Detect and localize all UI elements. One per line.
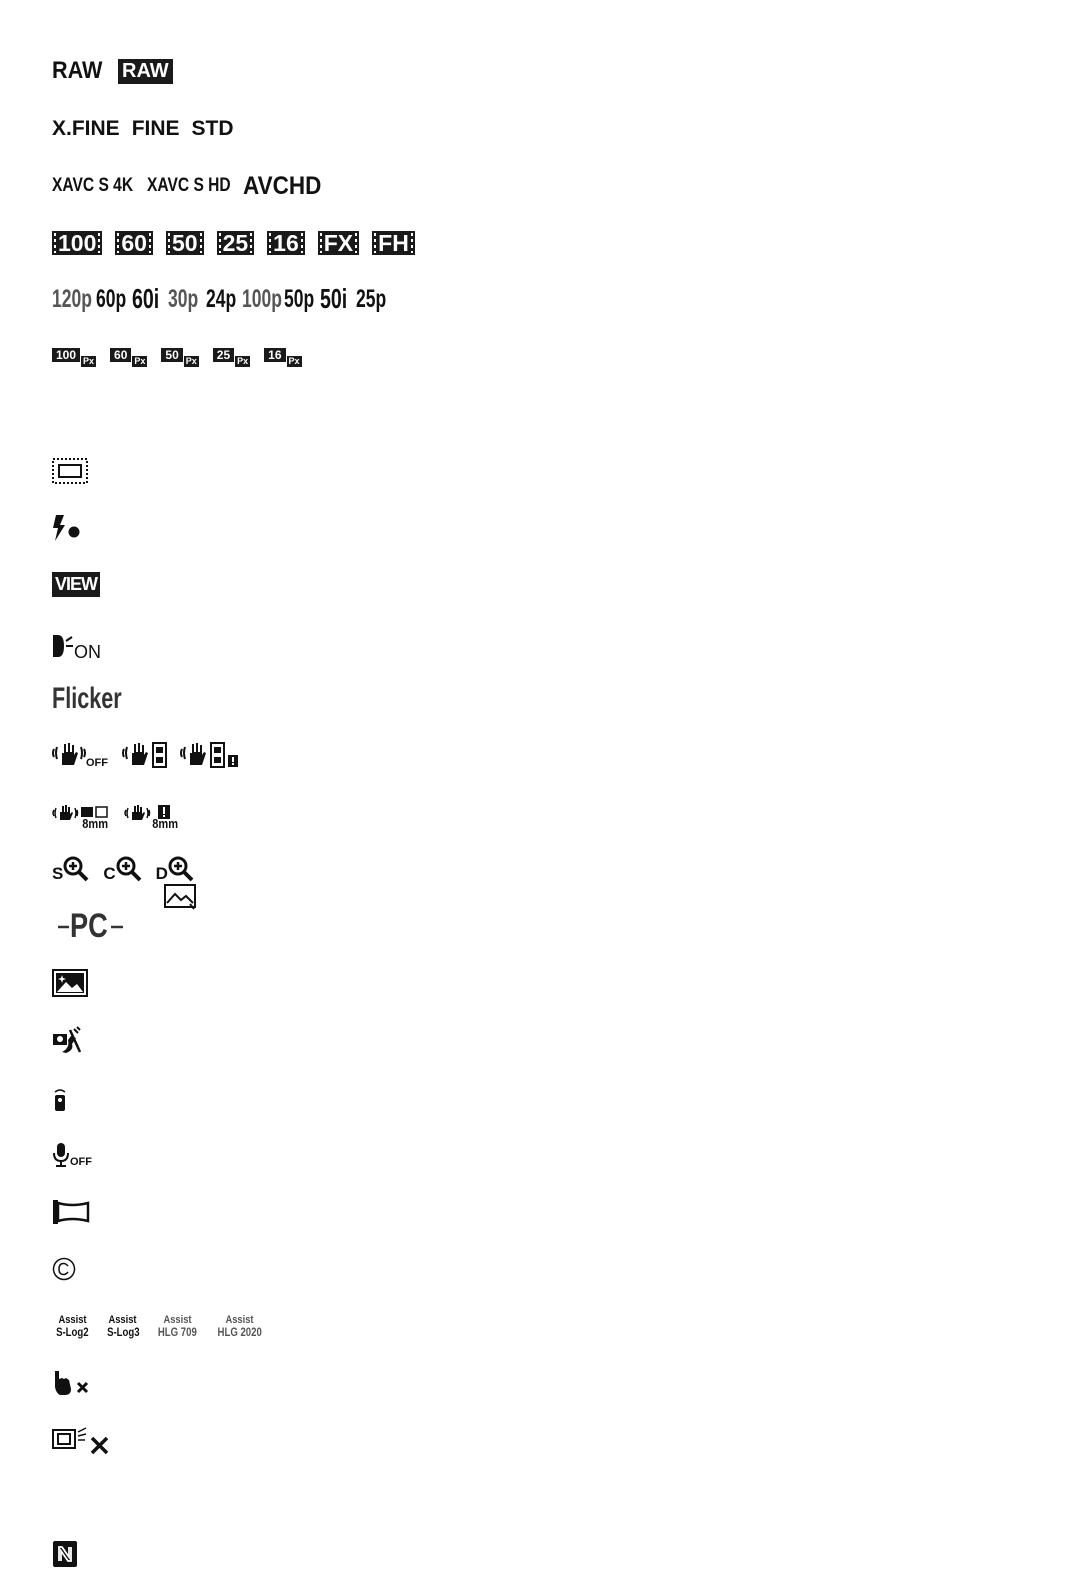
- copyright-row: [52, 1257, 76, 1281]
- remote-row: [52, 1088, 68, 1112]
- frame-rate-row: [52, 284, 392, 314]
- steadyshot-movie-icon: [122, 741, 168, 769]
- image-icon-row: [164, 884, 196, 910]
- fps-25p: 25p: [356, 284, 387, 313]
- steadyshot-off-label: OFF: [86, 757, 108, 769]
- assist-top: Assist: [108, 1314, 138, 1326]
- steadyshot-off-icon: [52, 741, 86, 769]
- steadyshot-focal-row: [52, 798, 181, 831]
- assist-bottom: S-Log3: [106, 1325, 140, 1339]
- touch-disabled-icon: [52, 1369, 92, 1397]
- proxy-50-badge: [161, 348, 198, 366]
- proxy-suffix: Px: [237, 356, 249, 366]
- xavc-s-hd-label: XAVC S HD: [146, 175, 231, 196]
- pc-row: [52, 908, 127, 944]
- flag-row: [52, 1199, 90, 1225]
- mic-off-row: [52, 1142, 92, 1168]
- proxy-25-badge: [213, 348, 250, 366]
- xfine-label: X.FINE: [52, 117, 120, 140]
- image-icon: [164, 884, 196, 910]
- zoom-s-label: S: [52, 864, 64, 883]
- zoom-in-icon: [168, 856, 194, 882]
- proxy-suffix: Px: [83, 356, 95, 366]
- assist-bottom: S-Log2: [56, 1325, 89, 1339]
- fps-24p: 24p: [206, 284, 237, 313]
- fps-50i: 50i: [320, 283, 348, 314]
- zoom-row: [52, 854, 194, 884]
- assist-hlg709: [153, 1314, 202, 1338]
- xavc-s-4k-label: XAVC S 4K: [52, 175, 134, 196]
- assist-bottom: HLG 2020: [217, 1325, 262, 1339]
- microphone-icon: [52, 1142, 70, 1168]
- nfc-icon: [52, 1540, 78, 1568]
- bitrate-fh-badge: FH: [372, 231, 415, 255]
- dash-left-icon: [52, 909, 70, 943]
- fps-50p: 50p: [284, 284, 315, 313]
- proxy-suffix: Px: [134, 356, 146, 366]
- mic-off-label: OFF: [70, 1156, 92, 1168]
- file-format-row: [52, 172, 330, 200]
- gamma-assist-row: [52, 1311, 277, 1341]
- bitrate-row: [52, 230, 428, 256]
- assist-top: Assist: [163, 1314, 192, 1326]
- fps-120p: 120p: [52, 284, 92, 313]
- assist-hlg2020: [212, 1314, 267, 1338]
- monitor-off-row: [52, 1426, 110, 1456]
- dash-right-icon: [109, 909, 127, 943]
- remote-control-icon: [52, 1088, 68, 1112]
- proxy-value: 16: [264, 348, 285, 362]
- photo-icon-row: [52, 969, 88, 997]
- fine-label: FINE: [131, 117, 180, 140]
- fps-60i: 60i: [132, 283, 160, 314]
- raw-text: RAW: [52, 57, 103, 84]
- bitrate-fx-badge: FX: [318, 231, 359, 255]
- proxy-value: 60: [110, 348, 131, 362]
- proxy-row: [52, 344, 316, 366]
- aspect-frame-icon: [52, 458, 88, 484]
- steadyshot-movie-active-icon: [180, 741, 242, 769]
- view-badge: VIEW: [52, 572, 100, 597]
- nfc-row: [52, 1540, 78, 1568]
- zoom-in-icon: [116, 856, 142, 882]
- assist-top: Assist: [58, 1314, 87, 1326]
- proxy-value: 25: [213, 348, 234, 362]
- fps-100p: 100p: [242, 284, 282, 313]
- proxy-suffix: Px: [288, 356, 300, 366]
- bitrate-16-badge: 16: [267, 231, 305, 255]
- steadyshot-8mm-label-2: 8mm: [152, 815, 179, 831]
- flash-charging-icon: [52, 514, 84, 542]
- jpeg-quality-row: [52, 116, 234, 142]
- fps-60p: 60p: [96, 284, 127, 313]
- photo-icon: [52, 969, 88, 997]
- copyright-icon: [52, 1257, 76, 1281]
- steadyshot-8mm-label-1: 8mm: [82, 815, 109, 831]
- std-label: STD: [191, 117, 234, 140]
- fps-30p: 30p: [168, 284, 199, 313]
- avchd-label: AVCHD: [242, 171, 322, 200]
- bitrate-50-badge: 50: [166, 231, 204, 255]
- af-illuminator-on-label: ON: [74, 642, 101, 662]
- zoom-in-icon: [63, 856, 89, 882]
- silent-shooting-icon: [52, 1026, 82, 1054]
- zoom-c-label: C: [103, 864, 116, 883]
- steadyshot-row: [52, 740, 242, 770]
- flicker-label: Flicker: [52, 682, 122, 715]
- monitor-disabled-icon: [52, 1426, 110, 1456]
- assist-top: Assist: [225, 1314, 254, 1326]
- panorama-icon: [52, 1199, 90, 1225]
- zoom-d-label: D: [155, 864, 168, 883]
- af-illuminator-icon: [52, 634, 74, 658]
- raw-badge: RAW: [118, 59, 173, 84]
- proxy-16-badge: [264, 348, 301, 366]
- raw-row: [52, 58, 173, 84]
- assist-slog3: [103, 1314, 144, 1338]
- bitrate-25-badge: 25: [217, 231, 255, 255]
- assist-bottom: HLG 709: [158, 1325, 198, 1339]
- proxy-value: 100: [52, 348, 80, 362]
- proxy-100-badge: [52, 348, 96, 366]
- flicker-row: [52, 683, 149, 715]
- bitrate-60-badge: 60: [115, 231, 153, 255]
- proxy-value: 50: [161, 348, 182, 362]
- view-row: [52, 572, 100, 597]
- pc-label: PC: [70, 906, 108, 945]
- proxy-suffix: Px: [185, 356, 197, 366]
- silent-shooting-row: [52, 1026, 82, 1054]
- touch-disabled-row: [52, 1369, 92, 1397]
- bitrate-100-badge: 100: [52, 231, 102, 255]
- af-illuminator-row: [52, 628, 101, 663]
- assist-slog2: [52, 1314, 93, 1338]
- proxy-60-badge: [110, 348, 147, 366]
